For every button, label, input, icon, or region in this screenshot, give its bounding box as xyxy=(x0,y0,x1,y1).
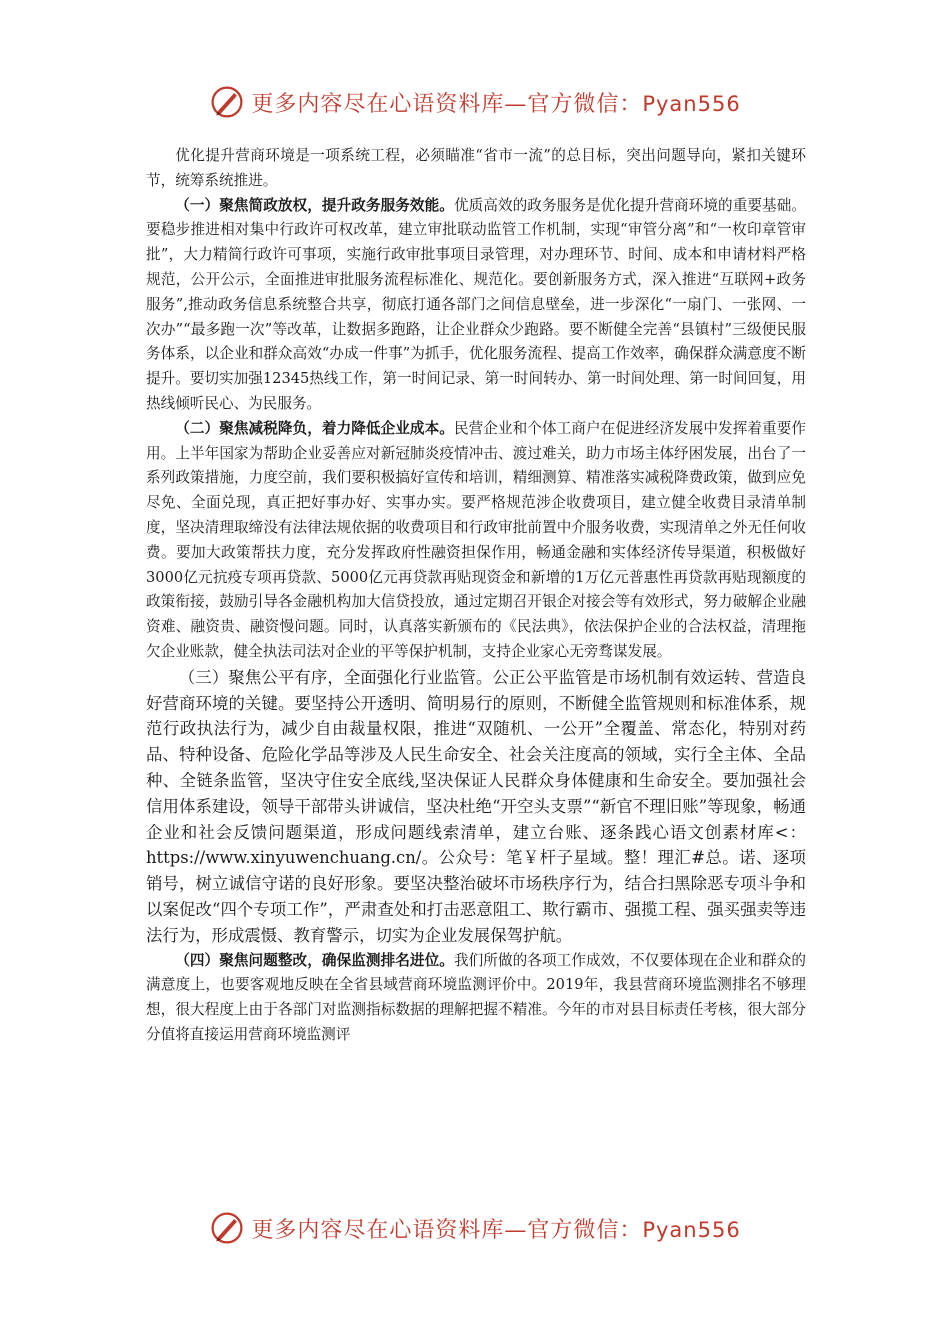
footer-banner xyxy=(0,1208,950,1248)
paragraph-section-1: （一）聚焦简政放权，提升政务服务效能。优质高效的政务服务是优化提升营商环境的重要基础。要稳步推进相对集中行政许可权改革，建立审批联动监管工作机制，实现“审管分离”和“一枚印章管审批”，大力精简行政许可事项，实施行政审批事项目录管理，对办理环节、时间、成本和申请材料严格规范，公开公示，全面推进审批服务流程标准化、规范化。要创新服务方式，深入推进“互联网+政务服务”,推动政务信息系统整合共享，彻底打通各部门之间信息壁垒，进一步深化“一扇门、一张网、一次办”“最多跑一次”等改革，让数据多跑路，让企业群众少跑路。要不断健全完善“县镇村”三级便民服务体系，以企业和群众高效“办成一件事”为抓手，优化服务流程、提高工作效率，确保群众满意度不断提升。要切实加强12345热线工作，第一时间记录、第一时间转办、第一时间处理、第一时间回复，用热线倾听民心、为民服务。 xyxy=(146,196,806,412)
pen-logo-icon xyxy=(209,1210,245,1246)
paragraph-section-4: （四）聚焦问题整改，确保监测排名进位。我们所做的各项工作成效，不仅要体现在企业和群众的满意度上，也要客观地反映在全省县域营商环境监测评价中。2019年，我县营商环境监测排名不够理想，很大程度上由于各部门对监测指标数据的理解把握不精准。今年的市对县目标责任考核，很大部分分值将直接运用营商环境监测评 xyxy=(146,951,806,1043)
section-heading: （四）聚焦问题整改，确保监测排名进位。 xyxy=(175,951,454,969)
paragraph-section-2: （二）聚焦减税降负，着力降低企业成本。民营企业和个体工商户在促进经济发展中发挥着重要作用。上半年国家为帮助企业妥善应对新冠肺炎疫情冲击、渡过难关，助力市场主体纾困发展，出台了一系列政策措施，力度空前，我们要积极搞好宣传和培训，精细测算、精准落实减税降费政策，做到应免尽免、全面兑现，真正把好事办好、实事办实。要严格规范涉企收费项目，建立健全收费目录清单制度，坚决清理取缔没有法律法规依据的收费项目和行政审批前置中介服务收费，实现清单之外无任何收费。要加大政策帮扶力度，充分发挥政府性融资担保作用，畅通金融和实体经济传导渠道，积极做好3000亿元抗疫专项再贷款、5000亿元再贷款再贴现资金和新增的1万亿元普惠性再贷款再贴现额度的政策衔接，鼓励引导各金融机构加大信贷投放，通过定期召开银企对接会等有效形式，努力破解企业融资难、融资贵、融资慢问题。同时，认真落实新颁布的《民法典》，依法保护企业的合法权益，清理拖欠企业账款，健全执法司法对企业的平等保护机制，支持企业家心无旁骛谋发展。 xyxy=(146,419,806,660)
document-body xyxy=(146,144,806,1048)
banner-text: 更多内容尽在心语资料库—官方微信：Pyan556 xyxy=(251,1217,741,1243)
paragraph-intro: 优化提升营商环境是一项系统工程，必须瞄准“省市一流”的总目标，突出问题导向，紧扣关键环节，统筹系统推进。 xyxy=(146,147,806,189)
banner-text: 更多内容尽在心语资料库—官方微信：Pyan556 xyxy=(251,91,741,117)
pen-logo-icon xyxy=(209,84,245,120)
paragraph-section-3: （三）聚焦公平有序，全面强化行业监管。公正公平监管是市场机制有效运转、营造良好营商环境的关键。要坚持公开透明、简明易行的原则，不断健全监管规则和标准体系，规范行政执法行为，减少自由裁量权限，推进“双随机、一公开”全覆盖、常态化，特别对药品、特种设备、危险化学品等涉及人民生命安全、社会关注度高的领域，实行全主体、全品种、全链条监管，坚决守住安全底线,坚决保证人民群众身体健康和生命安全。要加强社会信用体系建设，领导干部带头讲诚信，坚决杜绝“开空头支票”“新官不理旧账”等现象，畅通企业和社会反馈问题渠道，形成问题线索清单，建立台账、逐条践心语文创素材库<：https://www.xinyuwenchuang.cn/。公众号：笔￥杆子星域。整！理汇#总。诺、逐项销号，树立诚信守诺的良好形象。要坚决整治破坏市场秩序行为，结合扫黑除恶专项斗争和以案促改“四个专项工作”，严肃查处和打击恶意阻工、欺行霸市、强揽工程、强买强卖等违法行为，形成震慑、教育警示，切实为企业发展保驾护航。 xyxy=(146,667,807,945)
section-heading: （三）聚焦公平有序，全面强化行业监管。 xyxy=(178,667,493,687)
section-heading: （一）聚焦简政放权，提升政务服务效能。 xyxy=(175,196,454,214)
section-heading: （二）聚焦减税降负，着力降低企业成本。 xyxy=(175,419,454,437)
header-banner xyxy=(0,82,950,122)
